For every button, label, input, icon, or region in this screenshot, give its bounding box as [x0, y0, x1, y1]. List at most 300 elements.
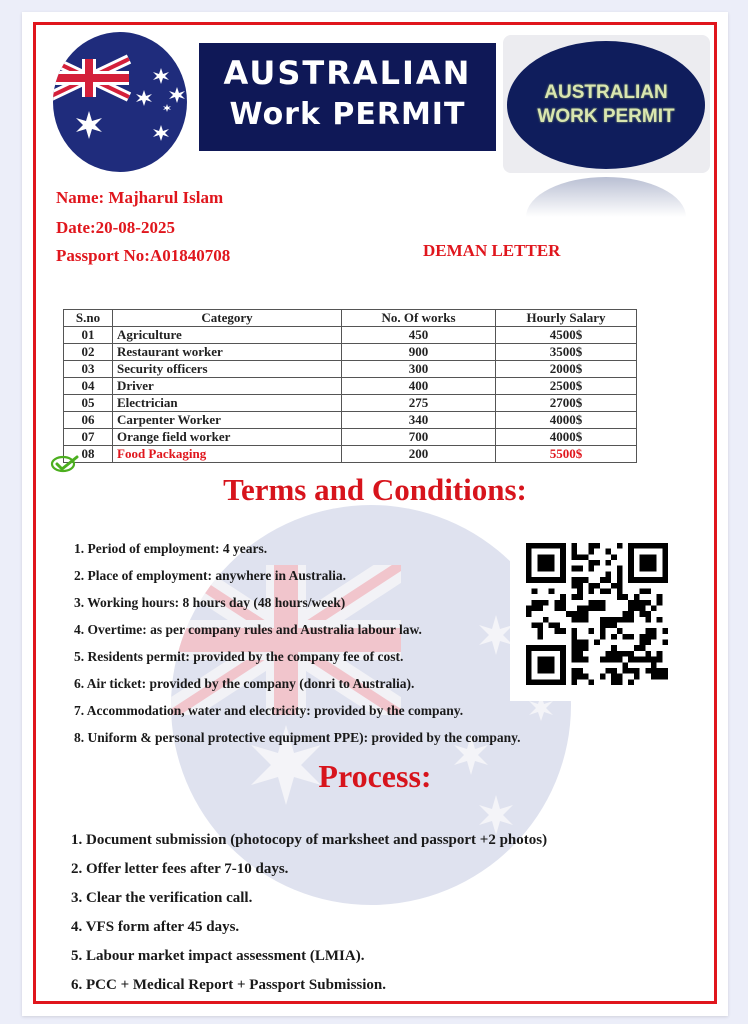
qr-module — [645, 543, 651, 549]
qr-module — [617, 543, 623, 549]
qr-module — [645, 560, 651, 566]
qr-module — [611, 583, 617, 589]
qr-module — [583, 617, 589, 623]
qr-module — [651, 605, 657, 611]
qr-module — [526, 657, 532, 663]
table-header-row — [64, 310, 637, 327]
qr-module — [526, 651, 532, 657]
qr-module — [577, 668, 583, 674]
qr-module — [537, 605, 543, 611]
qr-module — [617, 594, 623, 600]
header-works: No. Of works — [342, 310, 496, 327]
qr-module — [628, 571, 634, 577]
table-row — [64, 412, 637, 429]
qr-module — [628, 611, 634, 617]
cell-works: 275 — [342, 395, 496, 412]
qr-module — [537, 577, 543, 583]
qr-module — [537, 657, 543, 663]
qr-module — [617, 566, 623, 572]
qr-module — [640, 640, 646, 646]
qr-module — [645, 628, 651, 634]
passport-number: Passport No:A01840708 — [56, 246, 231, 265]
process-item: 4. VFS form after 45 days. — [71, 919, 240, 935]
qr-module — [543, 560, 549, 566]
qr-module — [549, 679, 555, 685]
qr-module — [577, 657, 583, 663]
header-sno: S.no — [64, 310, 113, 327]
qr-module — [571, 634, 577, 640]
qr-module — [606, 617, 612, 623]
cell-sno: 06 — [64, 412, 113, 429]
cell-category: Restaurant worker — [113, 344, 342, 361]
qr-module — [526, 560, 532, 566]
qr-module — [651, 668, 657, 674]
table-row — [64, 327, 637, 344]
qr-module — [651, 566, 657, 572]
qr-module — [640, 543, 646, 549]
qr-module — [651, 634, 657, 640]
qr-module — [543, 566, 549, 572]
qr-module — [549, 662, 555, 668]
qr-module — [657, 594, 663, 600]
qr-module — [588, 600, 594, 606]
document-frame — [33, 22, 717, 1004]
qr-module — [628, 657, 634, 663]
qr-module — [583, 645, 589, 651]
qr-module — [588, 588, 594, 594]
qr-module — [640, 600, 646, 606]
qr-module — [645, 657, 651, 663]
qr-module — [577, 588, 583, 594]
qr-module — [526, 605, 532, 611]
qr-module — [600, 628, 606, 634]
qr-module — [537, 566, 543, 572]
cell-sno: 07 — [64, 429, 113, 446]
qr-module — [560, 554, 566, 560]
terms-heading: Terms and Conditions: — [223, 472, 527, 507]
qr-module — [560, 679, 566, 685]
qr-module — [640, 611, 646, 617]
cell-works: 200 — [342, 446, 496, 463]
terms-item: 3. Working hours: 8 hours day (48 hours/week) — [74, 595, 346, 610]
cell-works: 400 — [342, 378, 496, 395]
qr-module — [611, 674, 617, 680]
qr-module — [611, 668, 617, 674]
cell-salary: 4000$ — [496, 412, 637, 429]
qr-module — [537, 560, 543, 566]
cell-works: 700 — [342, 429, 496, 446]
qr-module — [645, 577, 651, 583]
cell-category: Agriculture — [113, 327, 342, 344]
qr-module — [537, 662, 543, 668]
header-category: Category — [113, 310, 342, 327]
qr-module — [617, 674, 623, 680]
qr-module — [543, 662, 549, 668]
qr-module — [657, 577, 663, 583]
qr-module — [532, 645, 538, 651]
qr-module — [611, 645, 617, 651]
qr-code-icon — [526, 539, 668, 689]
qr-module — [560, 628, 566, 634]
qr-module — [560, 571, 566, 577]
qr-module — [571, 617, 577, 623]
terms-item: 5. Residents permit: provided by the company fee of cost. — [74, 649, 404, 664]
qr-module — [611, 651, 617, 657]
qr-module — [571, 640, 577, 646]
qr-module — [526, 668, 532, 674]
qr-module — [651, 577, 657, 583]
qr-module — [577, 577, 583, 583]
qr-module — [662, 566, 668, 572]
cell-category: Orange field worker — [113, 429, 342, 446]
qr-module — [526, 679, 532, 685]
qr-module — [537, 623, 543, 629]
check-icon — [50, 455, 80, 473]
cell-works: 340 — [342, 412, 496, 429]
table-row — [64, 378, 637, 395]
cell-works: 900 — [342, 344, 496, 361]
qr-module — [571, 679, 577, 685]
qr-module — [588, 628, 594, 634]
qr-module — [651, 628, 657, 634]
qr-module — [526, 611, 532, 617]
qr-module — [662, 674, 668, 680]
qr-module — [571, 668, 577, 674]
qr-module — [645, 668, 651, 674]
qr-module — [617, 651, 623, 657]
qr-code — [510, 525, 676, 701]
qr-module — [657, 600, 663, 606]
cell-sno: 08 — [64, 446, 113, 463]
qr-module — [628, 577, 634, 583]
qr-module — [560, 651, 566, 657]
process-item: 3. Clear the verification call. — [71, 890, 253, 906]
qr-module — [560, 577, 566, 583]
qr-module — [623, 634, 629, 640]
qr-module — [526, 549, 532, 555]
qr-module — [571, 645, 577, 651]
qr-module — [662, 560, 668, 566]
qr-module — [606, 588, 612, 594]
qr-module — [657, 668, 663, 674]
qr-module — [611, 657, 617, 663]
qr-module — [560, 605, 566, 611]
qr-module — [588, 549, 594, 555]
qr-module — [606, 651, 612, 657]
qr-module — [628, 605, 634, 611]
work-permit-badge — [503, 35, 710, 173]
qr-module — [577, 583, 583, 589]
qr-module — [628, 617, 634, 623]
qr-module — [628, 549, 634, 555]
qr-module — [611, 634, 617, 640]
cell-category: Carpenter Worker — [113, 412, 342, 429]
cell-salary: 4000$ — [496, 429, 637, 446]
qr-module — [606, 560, 612, 566]
cell-salary: 2700$ — [496, 395, 637, 412]
qr-module — [549, 645, 555, 651]
cell-sno: 02 — [64, 344, 113, 361]
qr-module — [577, 605, 583, 611]
qr-module — [600, 657, 606, 663]
qr-module — [537, 634, 543, 640]
qr-module — [560, 674, 566, 680]
qr-module — [606, 657, 612, 663]
qr-module — [549, 623, 555, 629]
badge-reflection — [526, 177, 686, 217]
qr-module — [532, 605, 538, 611]
qr-module — [571, 549, 577, 555]
cell-category: Electrician — [113, 395, 342, 412]
qr-module — [532, 600, 538, 606]
qr-module — [526, 566, 532, 572]
qr-module — [543, 554, 549, 560]
qr-module — [651, 662, 657, 668]
qr-module — [657, 651, 663, 657]
cell-salary: 5500$ — [496, 446, 637, 463]
qr-module — [640, 588, 646, 594]
qr-module — [628, 679, 634, 685]
qr-module — [634, 577, 640, 583]
qr-module — [554, 679, 560, 685]
qr-module — [543, 617, 549, 623]
qr-module — [628, 668, 634, 674]
process-list — [71, 829, 547, 1003]
qr-module — [588, 560, 594, 566]
qr-module — [571, 577, 577, 583]
qr-module — [634, 605, 640, 611]
qr-module — [571, 583, 577, 589]
qr-module — [662, 668, 668, 674]
qr-module — [543, 679, 549, 685]
qr-module — [606, 571, 612, 577]
qr-module — [623, 611, 629, 617]
qr-module — [634, 594, 640, 600]
qr-module — [543, 657, 549, 663]
qr-module — [640, 634, 646, 640]
qr-module — [560, 543, 566, 549]
qr-module — [543, 600, 549, 606]
qr-module — [571, 566, 577, 572]
qr-module — [651, 554, 657, 560]
terms-item: 7. Accommodation, water and electricity: provided by the company. — [74, 703, 464, 718]
cell-category: Driver — [113, 378, 342, 395]
qr-module — [600, 577, 606, 583]
qr-module — [532, 588, 538, 594]
qr-module — [560, 668, 566, 674]
qr-module — [645, 617, 651, 623]
qr-module — [645, 640, 651, 646]
qr-module — [577, 617, 583, 623]
terms-item: 1. Period of employment: 4 years. — [74, 541, 268, 556]
qr-module — [606, 549, 612, 555]
qr-module — [617, 628, 623, 634]
terms-list — [74, 539, 521, 755]
qr-module — [645, 588, 651, 594]
qr-module — [651, 674, 657, 680]
title-line-2: Work PERMIT — [229, 97, 466, 132]
letter-date: Date:20-08-2025 — [56, 218, 175, 237]
qr-module — [617, 617, 623, 623]
qr-module — [651, 543, 657, 549]
qr-module — [588, 566, 594, 572]
qr-module — [640, 560, 646, 566]
qr-module — [594, 640, 600, 646]
qr-module — [577, 640, 583, 646]
qr-module — [611, 679, 617, 685]
cell-sno: 01 — [64, 327, 113, 344]
qr-module — [588, 605, 594, 611]
qr-module — [549, 566, 555, 572]
qr-module — [628, 634, 634, 640]
qr-module — [594, 583, 600, 589]
qr-module — [577, 566, 583, 572]
qr-module — [623, 651, 629, 657]
qr-module — [617, 679, 623, 685]
qr-module — [600, 588, 606, 594]
qr-module — [634, 543, 640, 549]
qr-module — [577, 554, 583, 560]
qr-module — [554, 645, 560, 651]
qr-module — [628, 543, 634, 549]
qr-module — [526, 543, 532, 549]
qr-module — [628, 651, 634, 657]
qr-module — [617, 588, 623, 594]
qr-module — [617, 571, 623, 577]
qr-module — [532, 679, 538, 685]
qr-module — [532, 623, 538, 629]
qr-module — [634, 668, 640, 674]
cell-salary: 2000$ — [496, 361, 637, 378]
qr-module — [662, 554, 668, 560]
process-item: 1. Document submission (photocopy of marksheet and passport +2 photos) — [71, 832, 548, 848]
qr-module — [617, 577, 623, 583]
qr-module — [657, 617, 663, 623]
process-item: 6. PCC + Medical Report + Passport Submission. — [71, 977, 387, 993]
qr-module — [571, 554, 577, 560]
qr-module — [594, 543, 600, 549]
qr-module — [554, 605, 560, 611]
qr-module — [583, 605, 589, 611]
qr-module — [583, 657, 589, 663]
qr-module — [583, 554, 589, 560]
qr-module — [560, 560, 566, 566]
qr-module — [600, 623, 606, 629]
qr-module — [640, 577, 646, 583]
qr-module — [560, 566, 566, 572]
qr-module — [606, 623, 612, 629]
cell-works: 450 — [342, 327, 496, 344]
qr-module — [583, 611, 589, 617]
qr-module — [543, 577, 549, 583]
qr-module — [532, 577, 538, 583]
qr-module — [543, 543, 549, 549]
qr-module — [623, 668, 629, 674]
qr-module — [526, 554, 532, 560]
qr-module — [549, 668, 555, 674]
qr-module — [526, 645, 532, 651]
qr-module — [600, 600, 606, 606]
qr-module — [611, 554, 617, 560]
qr-module — [549, 554, 555, 560]
qr-module — [628, 554, 634, 560]
process-item: 5. Labour market impact assessment (LMIA). — [71, 948, 365, 964]
qr-module — [645, 634, 651, 640]
qr-module — [645, 566, 651, 572]
terms-item: 2. Place of employment: anywhere in Australia. — [74, 568, 346, 583]
applicant-name: Name: Majharul Islam — [56, 188, 224, 207]
cell-salary: 3500$ — [496, 344, 637, 361]
cell-sno: 04 — [64, 378, 113, 395]
qr-module — [537, 628, 543, 634]
australia-flag-icon — [49, 31, 191, 173]
terms-item: 4. Overtime: as per company rules and Australia labour law. — [74, 622, 422, 637]
qr-module — [640, 554, 646, 560]
title-line-1: AUSTRALIAN — [223, 54, 472, 92]
qr-module — [628, 560, 634, 566]
qr-module — [577, 674, 583, 680]
qr-module — [554, 623, 560, 629]
cell-salary: 4500$ — [496, 327, 637, 344]
qr-module — [560, 662, 566, 668]
qr-module — [645, 600, 651, 606]
jobs-table — [63, 309, 637, 463]
qr-module — [549, 577, 555, 583]
qr-module — [577, 651, 583, 657]
qr-module — [611, 617, 617, 623]
title-banner — [199, 43, 496, 151]
qr-module — [537, 679, 543, 685]
qr-module — [560, 645, 566, 651]
qr-module — [577, 611, 583, 617]
qr-module — [543, 668, 549, 674]
badge-line-2: WORK PERMIT — [537, 106, 675, 127]
qr-module — [600, 605, 606, 611]
qr-module — [662, 571, 668, 577]
qr-module — [571, 628, 577, 634]
qr-module — [583, 674, 589, 680]
qr-module — [628, 600, 634, 606]
qr-module — [645, 611, 651, 617]
qr-module — [600, 634, 606, 640]
table-row — [64, 361, 637, 378]
qr-module — [662, 549, 668, 555]
qr-module — [606, 577, 612, 583]
qr-module — [537, 645, 543, 651]
qr-module — [657, 674, 663, 680]
qr-module — [634, 674, 640, 680]
cell-sno: 03 — [64, 361, 113, 378]
cell-category: Food Packaging — [113, 446, 342, 463]
qr-module — [554, 628, 560, 634]
qr-module — [645, 554, 651, 560]
cell-category: Security officers — [113, 361, 342, 378]
qr-module — [634, 645, 640, 651]
qr-module — [583, 577, 589, 583]
table-row — [64, 429, 637, 446]
process-item: 2. Offer letter fees after 7-10 days. — [71, 861, 289, 877]
qr-module — [640, 657, 646, 663]
qr-module — [583, 640, 589, 646]
qr-module — [549, 560, 555, 566]
qr-module — [560, 594, 566, 600]
qr-module — [651, 560, 657, 566]
qr-module — [537, 600, 543, 606]
qr-module — [566, 611, 572, 617]
qr-module — [560, 600, 566, 606]
qr-module — [662, 577, 668, 583]
qr-module — [623, 617, 629, 623]
